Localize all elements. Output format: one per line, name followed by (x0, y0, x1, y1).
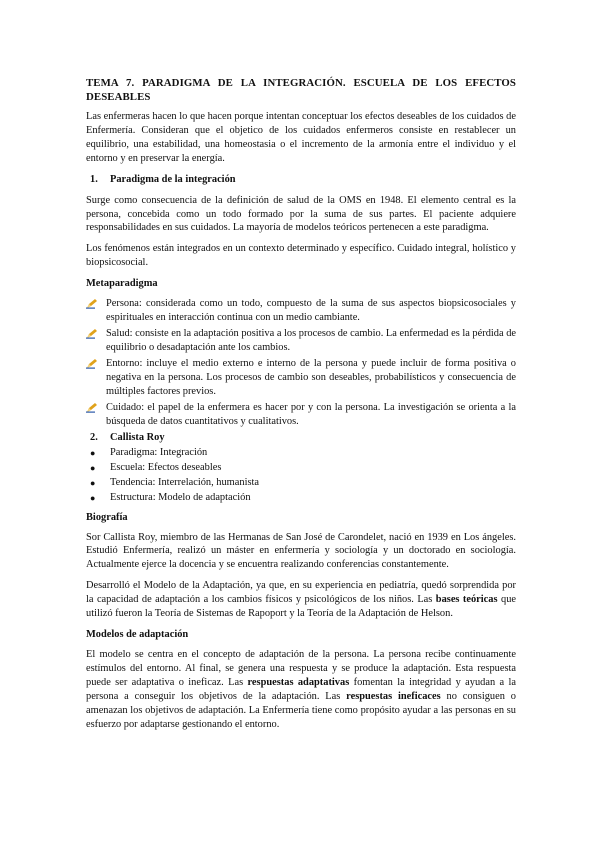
bullet-icon: ● (90, 477, 96, 488)
list-item (86, 401, 516, 429)
roy-item-text: Paradigma: Integración (110, 446, 208, 458)
metaparadigma-list (86, 297, 516, 428)
metaparadigma-item-text: Salud: consiste en la adaptación positiva a los procesos de cambio. La enfermedad es la pérdida de equilibrio o desadaptación ante los cambios. (106, 328, 516, 354)
text-run: El modelo se centra en el concepto de adaptación de la persona. La persona recibe continuamente estímulos del entorno. Al final, se genera una respuesta y se produce la adaptación. Esta respuesta puede ser adaptativa o ineficaz. Las (86, 649, 516, 688)
paradigma-paragraph-1: Surge como consecuencia de la definición de salud de la OMS en 1948. El elemento central es la persona, concebida como un todo formado por la suma de sus partes. El paciente adquiere responsabilidades en sus cuidados. La mayoría de modelos teóricos pertenecen a este paradigma. (86, 194, 516, 234)
bold-term: respuestas adaptativas (247, 676, 350, 688)
intro-paragraph: Las enfermeras hacen lo que hacen porque intentan conceptuar los efectos deseables de los cuidados de Enfermería. Consideran que el objetico de los cuidados enfermeros consiste en restablecer un equilibrio, una estabilidad, una homeostasia o el incremento de la armonía entre el individuo y el entorno y en preservar la energía. (86, 110, 516, 164)
page-title: TEMA 7. PARADIGMA DE LA INTEGRACIÓN. ESCUELA DE LOS EFECTOS DESEABLES (86, 77, 516, 104)
roy-item-text: Estructura: Modelo de adaptación (110, 491, 251, 503)
paradigma-paragraph-2: Los fenómenos están integrados en un contexto determinado y específico. Cuidado integral, holístico y biopsicosocial. (86, 243, 516, 269)
document-content (86, 76, 516, 739)
section-number: 2. (90, 431, 98, 443)
list-item (86, 446, 516, 460)
biografia-heading: Biografía (86, 511, 128, 523)
section-number: 1. (90, 173, 98, 185)
bold-term: respuestas ineficaces (346, 690, 441, 702)
bullet-icon: ● (90, 447, 96, 458)
bold-term: bases teóricas (435, 594, 498, 606)
metaparadigma-heading: Metaparadigma (86, 278, 158, 290)
metaparadigma-item-text: Persona: considerada como un todo, compuesto de la suma de sus aspectos biopsicosociales y espirituales en interacción continua con un medio cambiante. (106, 298, 516, 324)
text-run: no consiguen o amenazan los objetivos de adaptación. La Enfermería tiene como propósito ayudar a las personas en su esfuerzo por adaptarse gestionando el entorno. (86, 690, 516, 730)
list-item (86, 297, 516, 325)
metaparadigma-item-text: Entorno: incluye el medio externo e interno de la persona y puede incluir de forma positiva o negativa en la persona. Los procesos de cambio son deseables, probabilísticos y consecuencia de múltiples factores previos. (106, 357, 516, 397)
section-heading-text: Callista Roy (110, 431, 165, 443)
list-item (86, 461, 516, 475)
list-item (86, 476, 516, 490)
text-run: Desarrolló el Modelo de la Adaptación, ya que, en su experiencia en pediatría, quedó sorprendida por la capacidad de adaptación a los cambios físicos y psicológicos de los niños. Las (86, 580, 516, 606)
pencil-bullet-icon (86, 357, 106, 399)
section-heading-callista-roy (86, 431, 516, 445)
text-run: fomentan la integridad y ayudan a la persona a conseguir los objetivos de la adaptación. Las (86, 676, 516, 702)
biografia-paragraph-1: Sor Callista Roy, miembro de las Hermanas de San José de Carondelet, nació en 1939 en Los ángeles. Estudió Enfermería, realizó un máster en enfermería y sociología y un doctorado en sociología. Actualmente ejerce la docencia y se encuentra realizando conferencias constantemente. (86, 531, 516, 571)
bullet-icon: ● (90, 462, 96, 473)
biografia-paragraph-2 (86, 579, 516, 621)
section-heading-paradigma (86, 173, 516, 187)
roy-item-text: Escuela: Efectos deseables (110, 461, 222, 473)
pencil-bullet-icon (86, 297, 106, 325)
text-run: que utilizó fueron la Teoría de Sistemas de Rapoport y la Teoría de la Adaptación de Helson. (86, 594, 516, 620)
modelos-heading: Modelos de adaptación (86, 629, 189, 641)
modelos-paragraph (86, 648, 516, 732)
list-item (86, 327, 516, 355)
list-item (86, 491, 516, 505)
callista-roy-list (86, 431, 516, 505)
roy-item-text: Tendencia: Interrelación, humanista (110, 476, 260, 488)
metaparadigma-item-text: Cuidado: el papel de la enfermera es hacer por y con la persona. La investigación se orienta a la búsqueda de datos cuantitativos y cualitativos. (106, 401, 516, 427)
pencil-bullet-icon (86, 401, 106, 429)
section-heading-text: Paradigma de la integración (110, 173, 236, 185)
bullet-icon: ● (90, 492, 96, 503)
list-item (86, 357, 516, 399)
pencil-bullet-icon (86, 327, 106, 355)
